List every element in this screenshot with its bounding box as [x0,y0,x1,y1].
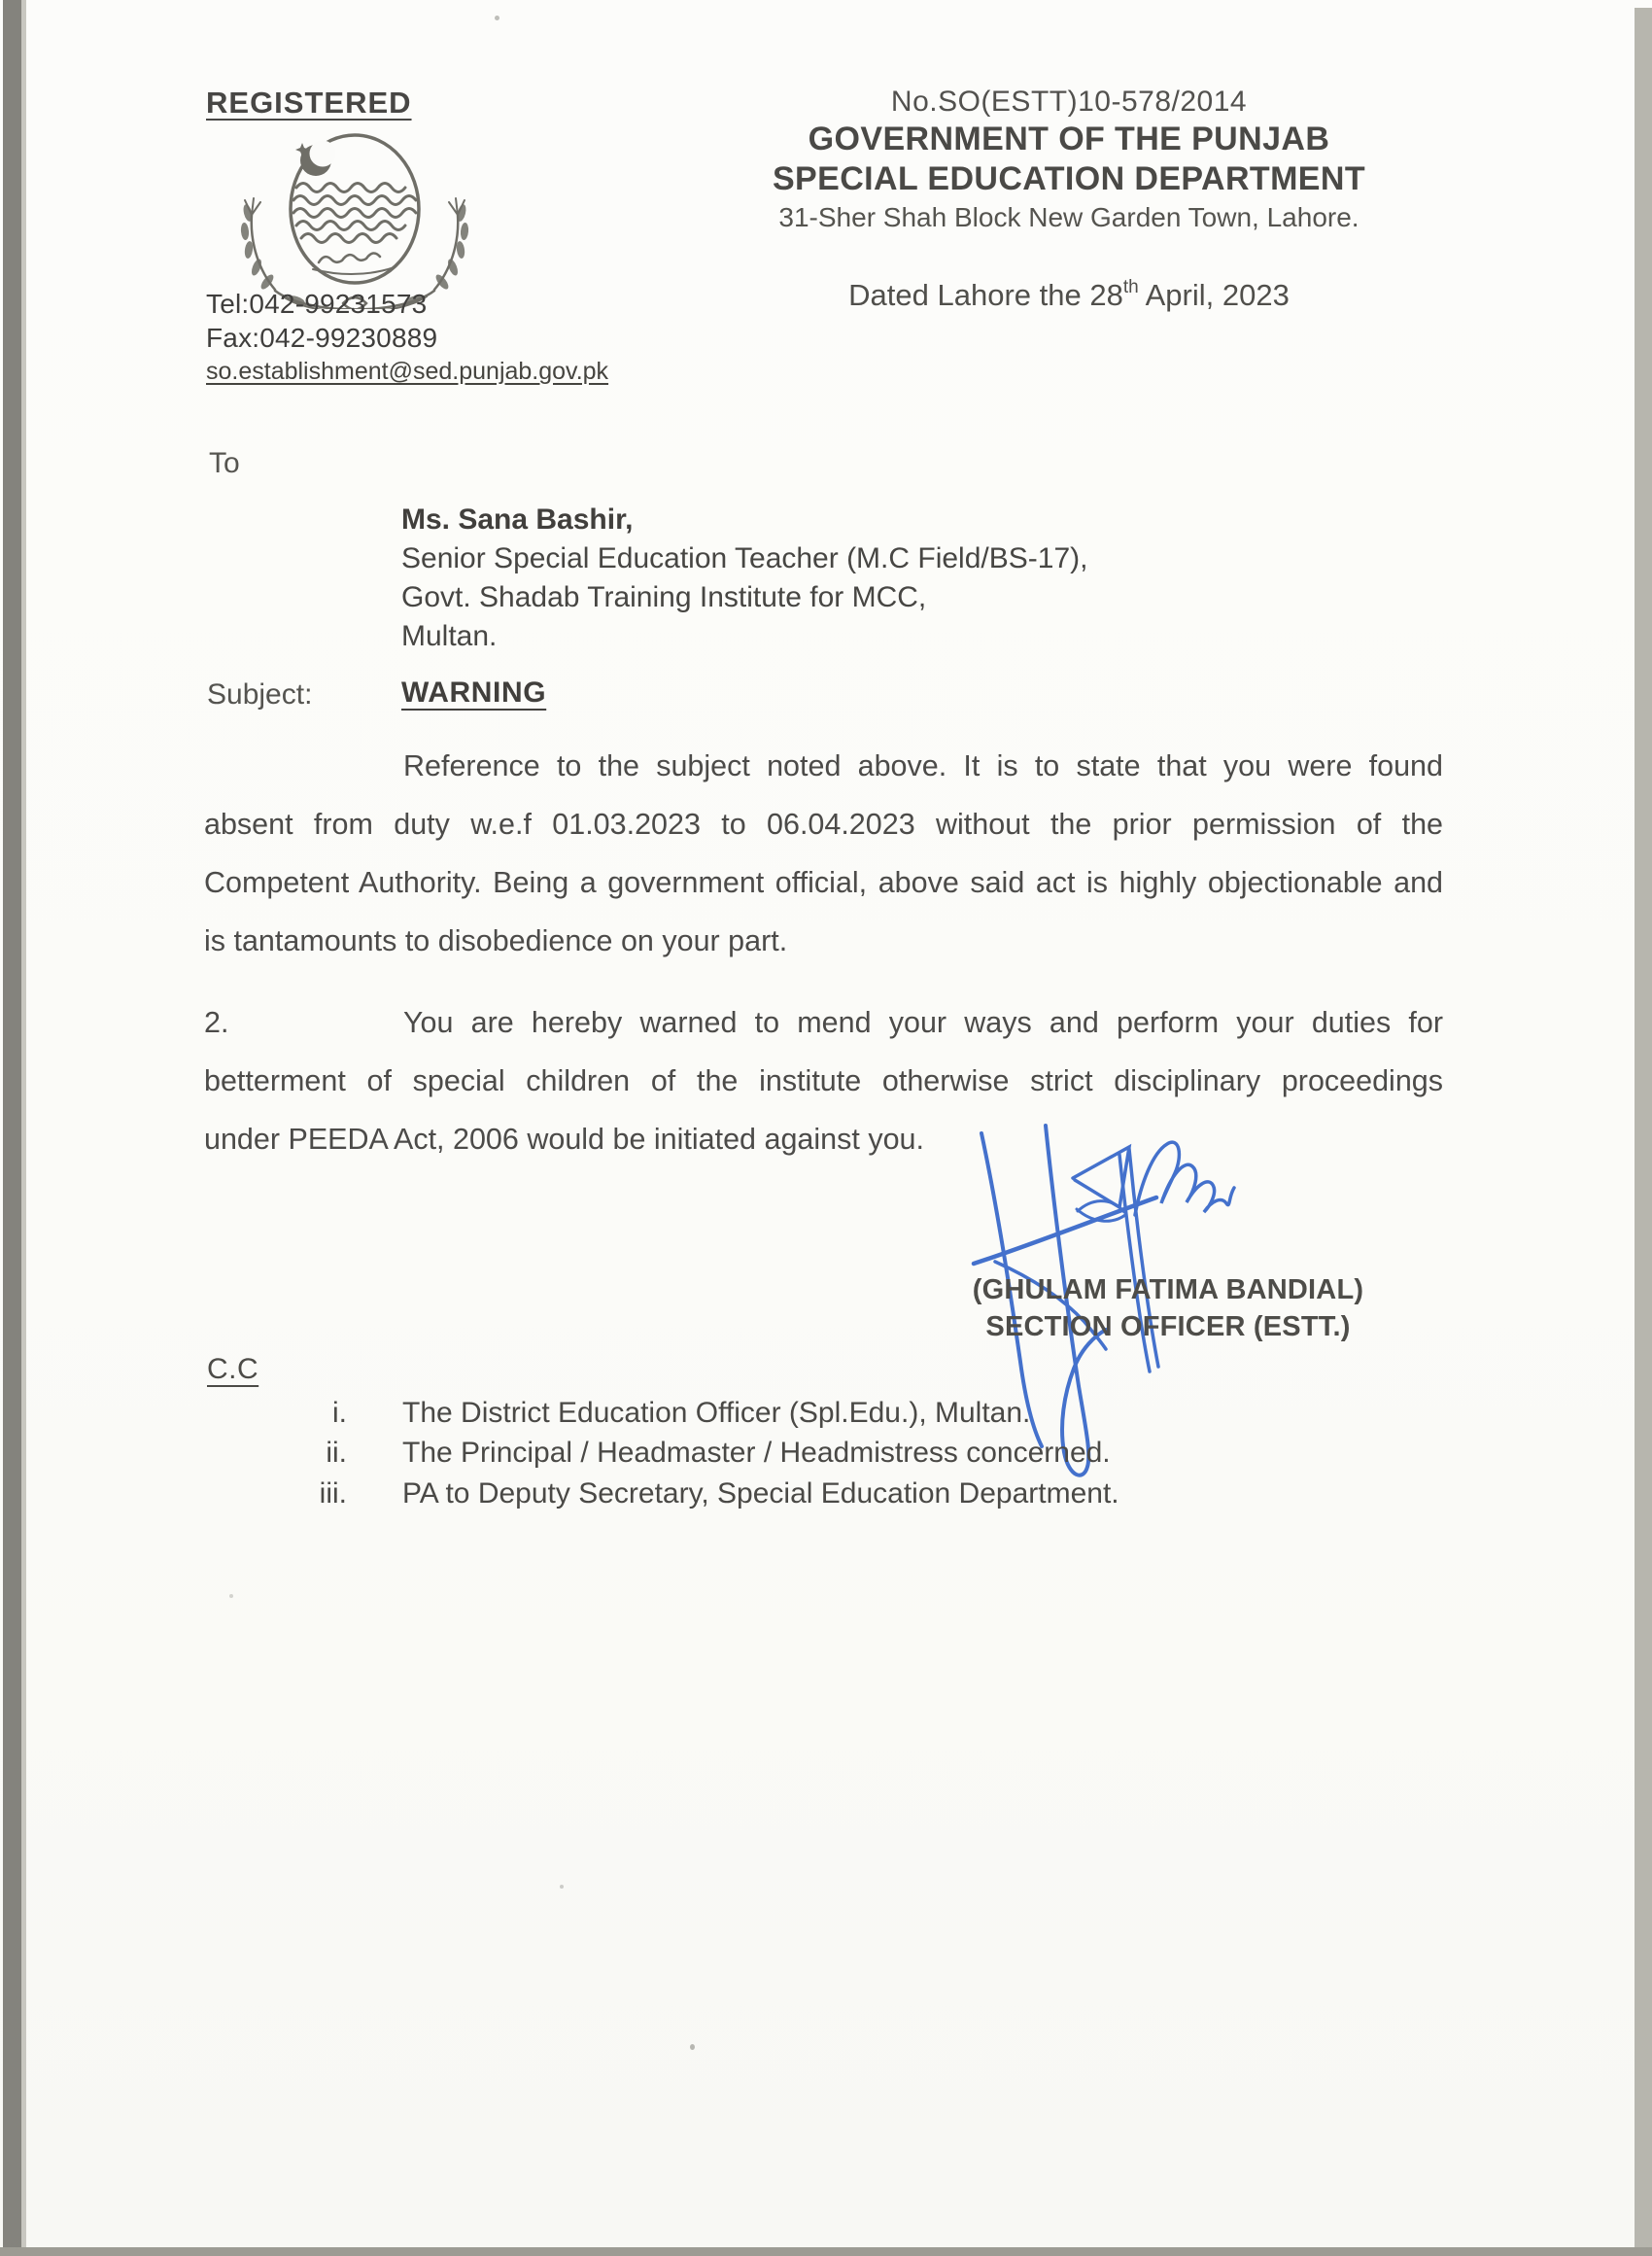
date-text-tail: April, 2023 [1138,278,1290,312]
scan-speck [495,16,499,20]
recipient-block [401,501,1087,656]
subject-label: Subject: [207,678,313,711]
org-address: 31-Sher Shah Block New Garden Town, Lahore. [778,202,1359,232]
cc-item-number: iii. [319,1477,347,1510]
org-name-line2: SPECIAL EDUCATION DEPARTMENT [772,160,1365,197]
cc-item-number: i. [332,1397,347,1429]
subject-value: WARNING [401,677,547,709]
scan-speck [560,1885,564,1889]
signatory-name: (GHULAM FATIMA BANDIAL) [972,1274,1364,1305]
paragraph-line: Competent Authority. Being a government official, above said act is highly objectionable and [204,866,1443,899]
paragraph-number: 2. [204,1006,229,1039]
cc-list [0,1394,1652,1520]
email-line: so.establishment@sed.punjab.gov.pk [206,358,609,385]
signatory-block [925,1271,1411,1345]
cc-item-text: The District Education Officer (Spl.Edu.), Multan. [402,1397,1031,1429]
paragraph-line: You are hereby warned to mend your ways and perform your duties for [403,1006,1443,1039]
scan-speck [690,2044,695,2050]
reference-number: No.SO(ESTT)10-578/2014 [890,86,1248,118]
paragraph-line: is tantamounts to disobedience on your part. [204,924,788,957]
cc-item [0,1394,1263,1433]
cc-item-text: PA to Deputy Secretary, Special Education Department. [402,1477,1119,1510]
paragraph-line: betterment of special children of the institute otherwise strict disciplinary proceedings [204,1064,1443,1097]
date-text: Dated Lahore the 28 [848,278,1123,312]
paragraph-line: Reference to the subject noted above. It is to state that you were found [403,749,1443,782]
scan-speck [229,1594,233,1598]
recipient-institute: Govt. Shadab Training Institute for MCC, [401,581,927,613]
scan-edge-right [1635,8,1652,2256]
paragraph-line: absent from duty w.e.f 01.03.2023 to 06.04.2023 without the prior permission of the [204,808,1443,841]
scan-edge-left [3,0,21,2256]
cc-item [0,1434,1263,1473]
scan-edge-left-shadow [21,0,26,2256]
cc-item [0,1475,1263,1513]
recipient-designation: Senior Special Education Teacher (M.C Field/BS-17), [401,542,1088,574]
cc-label: C.C [207,1353,259,1385]
date-line [739,278,1399,313]
org-name-line1: GOVERNMENT OF THE PUNJAB [808,121,1330,157]
scan-edge-bottom [0,2247,1652,2256]
body-paragraph-2 [204,993,1443,1168]
date-ordinal-suffix: th [1122,276,1139,297]
recipient-name: Ms. Sana Bashir, [401,503,634,536]
cc-item-text: The Principal / Headmaster / Headmistress concerned. [402,1437,1111,1469]
body-paragraph-1 [204,737,1443,970]
tel-line: Tel:042-99231573 [206,289,428,319]
fax-line: Fax:042-99230889 [206,323,438,353]
punjab-government-crest-logo [219,129,481,314]
recipient-city: Multan. [401,620,498,652]
cc-item-number: ii. [326,1437,347,1469]
to-label: To [209,447,240,479]
signatory-title: SECTION OFFICER (ESTT.) [985,1311,1351,1342]
paragraph-line: under PEEDA Act, 2006 would be initiated against you. [204,1123,924,1156]
registered-label: REGISTERED [206,86,412,120]
